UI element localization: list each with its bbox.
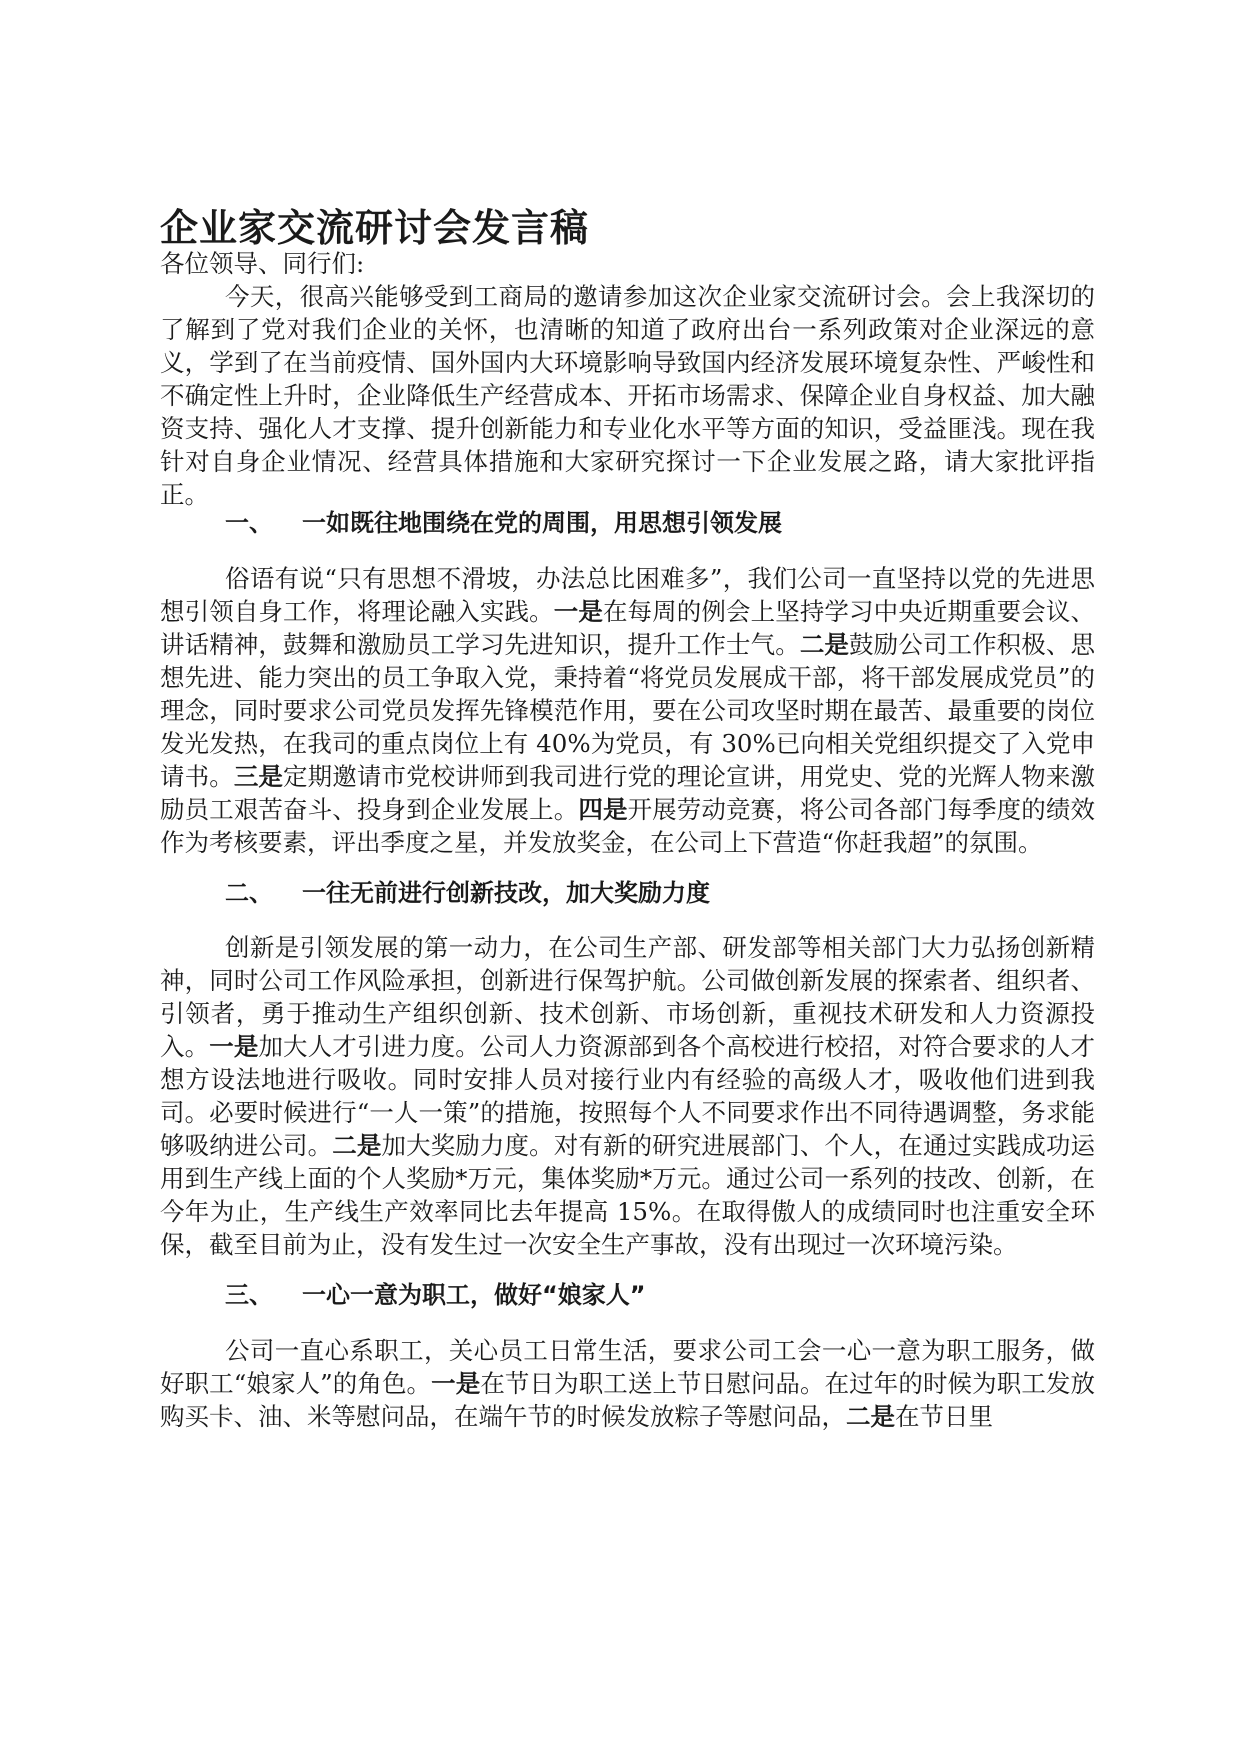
text-run: 在每周的例会上坚持学习中央近期重要会议、讲话精神，鼓舞和激励员工学习先进知识，提升工作士气。 (160, 597, 1096, 659)
emphasis-marker: 一是 (209, 1032, 259, 1061)
section-title: 一往无前进行创新技改，加大奖励力度 (302, 879, 710, 907)
text-run: 加大人才引进力度。公司人力资源部到各个高校进行校招，对符合要求的人才想方设法地进行吸收。同时安排人员对接行业内有经验的高级人才，吸收他们进到我司。必要时候进行“一人一策”的措施，按照每个人不同要求作出不同待遇调整，务求能够吸纳进公司。 (160, 1032, 1096, 1160)
section-title: 一如既往地围绕在党的周围，用思想引领发展 (302, 509, 782, 537)
section-title: 一心一意为职工，做好“娘家人” (302, 1281, 646, 1309)
section-heading-3 (225, 1278, 646, 1312)
emphasis-marker: 三是 (233, 762, 284, 791)
text-run: 开展劳动竞赛，将公司各部门每季度的绩效作为考核要素，评出季度之星，并发放奖金，在公司上下营造“你赶我超”的氛围。 (160, 795, 1096, 857)
emphasis-marker: 二是 (799, 630, 850, 659)
section-number: 三、 (225, 1281, 273, 1309)
text-run: 俗语有说“只有思想不滑坡，办法总比困难多”，我们公司一直坚持以党的先进思想引领自身工作，将理论融入实践。 (160, 564, 1095, 626)
salutation: 各位领导、同行们: (160, 249, 365, 278)
text-run: 定期邀请市党校讲师到我司进行党的理论宣讲，用党史、党的光辉人物来激励员工艰苦奋斗、投身到企业发展上。 (160, 762, 1096, 824)
section-paragraph (160, 1334, 1095, 1433)
intro-paragraph: 今天，很高兴能够受到工商局的邀请参加这次企业家交流研讨会。会上我深切的了解到了党对我们企业的关怀，也清晰的知道了政府出台一系列政策对企业深远的意义，学到了在当前疫情、国外国内大环境影响导致国内经济发展环境复杂性、严峻性和不确定性上升时，企业降低生产经营成本、开拓市场需求、保障企业自身权益、加大融资支持、强化人才支撑、提升创新能力和专业化水平等方面的知识，受益匪浅。现在我针对自身企业情况、经营具体措施和大家研究探讨一下企业发展之路，请大家批评指正。 (160, 282, 1095, 509)
emphasis-marker: 二是 (846, 1402, 895, 1431)
section-number: 一、 (225, 509, 273, 537)
emphasis-marker: 一是 (431, 1369, 481, 1398)
text-run: 鼓励公司工作积极、思想先进、能力突出的员工争取入党，秉持着“将党员发展成干部，将干部发展成党员”的理念，同时要求公司党员发挥先锋模范作用，要在公司攻坚时期在最苦、最重要的岗位发光发热，在我司的重点岗位上有 40%为党员，有 30%已向相关党组织提交了入党申请书。 (160, 630, 1096, 791)
text-run: 在节日里 (895, 1402, 993, 1431)
section-heading-1 (225, 506, 782, 540)
document-title: 企业家交流研讨会发言稿 (160, 206, 590, 250)
section-paragraph (160, 931, 1095, 1261)
emphasis-marker: 四是 (578, 795, 628, 824)
section-heading-2 (225, 876, 710, 910)
text-run: 创新是引领发展的第一动力，在公司生产部、研发部等相关部门大力弘扬创新精神，同时公司工作风险承担，创新进行保驾护航。公司做创新发展的探索者、组织者、引领者，勇于推动生产组织创新、技术创新、市场创新，重视技术研发和人力资源投入。 (160, 933, 1095, 1061)
emphasis-marker: 一是 (553, 597, 603, 626)
text-run: 加大奖励力度。对有新的研究进展部门、个人，在通过实践成功运用到生产线上面的个人奖励*万元，集体奖励*万元。通过公司一系列的技改、创新，在今年为止，生产线生产效率同比去年提高 15%。在取得傲人的成绩同时也注重安全环保，截至目前为止，没有发生过一次安全生产事故，没有出现过一次环境污染。 (160, 1131, 1096, 1259)
text-run: 公司一直心系职工，关心员工日常生活，要求公司工会一心一意为职工服务，做好职工“娘家人”的角色。 (160, 1336, 1095, 1398)
text-run: 在节日为职工送上节日慰问品。在过年的时候为职工发放购买卡、油、米等慰问品，在端午节的时候发放粽子等慰问品， (160, 1369, 1095, 1431)
section-number: 二、 (225, 879, 273, 907)
emphasis-marker: 二是 (332, 1131, 382, 1160)
section-paragraph (160, 562, 1095, 859)
